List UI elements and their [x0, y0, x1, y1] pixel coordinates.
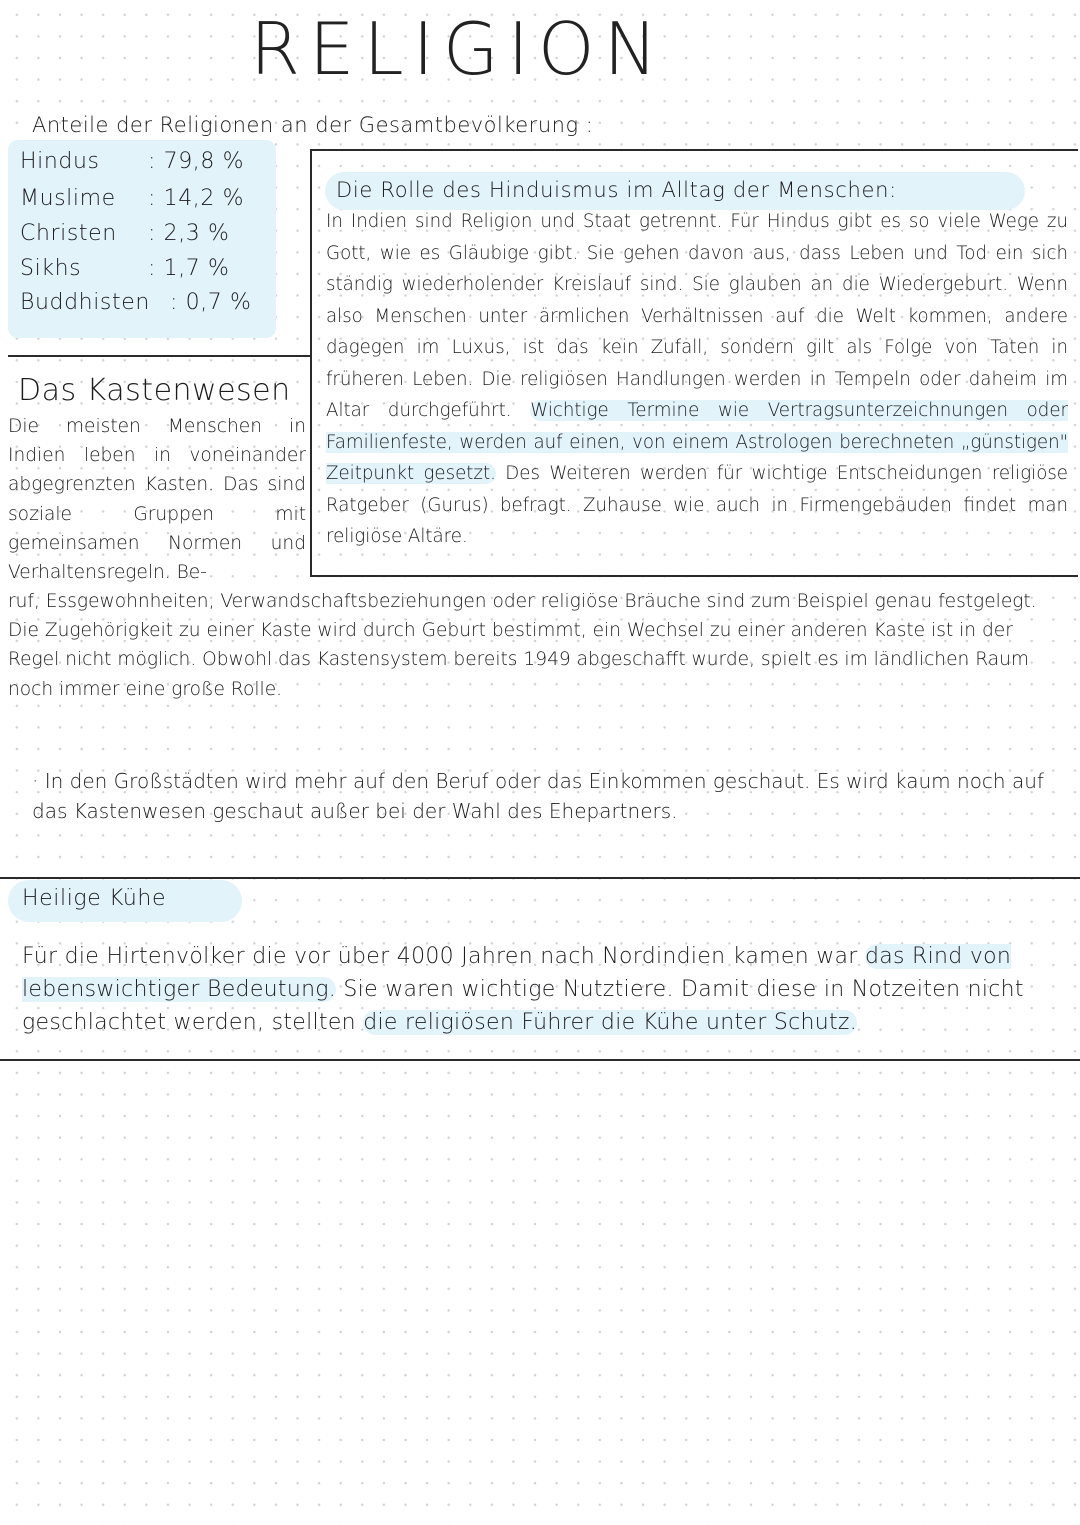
share-row-buddhisten: [20, 290, 252, 315]
divider-1: [0, 877, 1080, 879]
cows-text-highlight-1: das Rind von lebenswichtiger Bedeutung.: [22, 944, 1012, 1002]
hinduism-text-highlight: Wichtige Termine wie Vertragsunterzeichnungen oder Familienfeste, werden auf einen, von einem Astrologen berechneten „günstigen" Zeitpunkt gesetzt.: [326, 400, 1068, 484]
hinduism-heading: Die Rolle des Hinduismus im Alltag der Menschen:: [336, 178, 897, 202]
divider-2: [0, 1059, 1080, 1061]
hinduism-text: [326, 206, 1068, 553]
caste-bullet: · In den Großstädten wird mehr auf den Beruf oder das Einkommen geschaut. Es wird kaum noch auf das Kastenwesen geschaut außer bei der Wahl des Ehepartners.: [32, 769, 1044, 823]
caste-text-narrow: Die meisten Menschen in Indien leben in voneinander abgegrenzten Kasten. Das sind soziale Gruppen mit gemeinsamen Normen und Verhaltensregeln. Be-: [8, 416, 306, 584]
share-value: : 79,8 %: [148, 149, 245, 174]
share-row-sikhs: [20, 256, 230, 281]
cows-text-part1: Für die Hirtenvölker die vor über 4000 Jahren nach Nordindien kamen war: [22, 944, 865, 969]
cows-heading: Heilige Kühe: [22, 886, 167, 911]
caste-text-wide: ruf, Essgewohnheiten, Verwandschaftsbeziehungen oder religiöse Bräuche sind zum Beispiel genau festgelegt. Die Zugehörigkeit zu einer Kaste wird durch Geburt bestimmt, ein Wechsel zu einer anderen Kaste ist in der Regel nicht möglich. Obwohl das Kastensystem bereits 1949 abgeschafft wurde, spielt es im ländlichen Raum noch immer eine große Rolle.: [8, 591, 1037, 700]
share-name: Buddhisten: [20, 290, 150, 315]
hinduism-text-part1: In Indien sind Religion und Staat getrennt. Für Hindus gibt es so viele Wege zu Gott, wie es Gläubige gibt. Sie gehen davon aus, dass Leben und Tod ein sich ständig wiederholender Kreislauf sind. Sie glauben an die Wiedergeburt. Wenn also Menschen unter ärmlichen Verhältnissen auf die Welt kommen, andere dagegen im Luxus, ist das kein Zufall, sondern gilt als Folge von Taten in früheren Leben. Die religiösen Handlungen werden in Tempeln oder daheim im Altar durchgeführt.: [326, 211, 1068, 421]
share-value: : 14,2 %: [148, 186, 245, 211]
share-value: : 1,7 %: [148, 256, 230, 281]
share-name: Muslime: [20, 186, 116, 211]
caste-heading: Das Kastenwesen: [18, 373, 291, 408]
share-name: Christen: [20, 221, 117, 246]
hinduism-text-part2: Des Weiteren werden für wichtige Entscheidungen religiöse Ratgeber (Gurus) befragt. Zuhause wie auch in Firmengebäuden findet man religiöse Altäre.: [326, 463, 1068, 547]
cows-text: [22, 940, 1072, 1039]
divider-left: [8, 355, 310, 357]
share-name: Sikhs: [20, 256, 82, 281]
share-name: Hindus: [20, 149, 100, 174]
cows-text-part2: Sie waren wichtige Nutztiere. Damit diese in Notzeiten nicht geschlachtet werden, stellten: [22, 977, 1024, 1035]
share-row-muslime: [20, 186, 245, 211]
share-row-hindus: [20, 149, 245, 174]
share-row-christen: [20, 221, 230, 246]
shares-heading: Anteile der Religionen an der Gesamtbevölkerung :: [32, 113, 594, 137]
share-value: : 0,7 %: [170, 290, 252, 315]
page-title: RELIGION: [250, 7, 667, 91]
cows-text-highlight-2: die religiösen Führer die Kühe unter Schutz.: [363, 1010, 858, 1035]
share-value: : 2,3 %: [148, 221, 230, 246]
